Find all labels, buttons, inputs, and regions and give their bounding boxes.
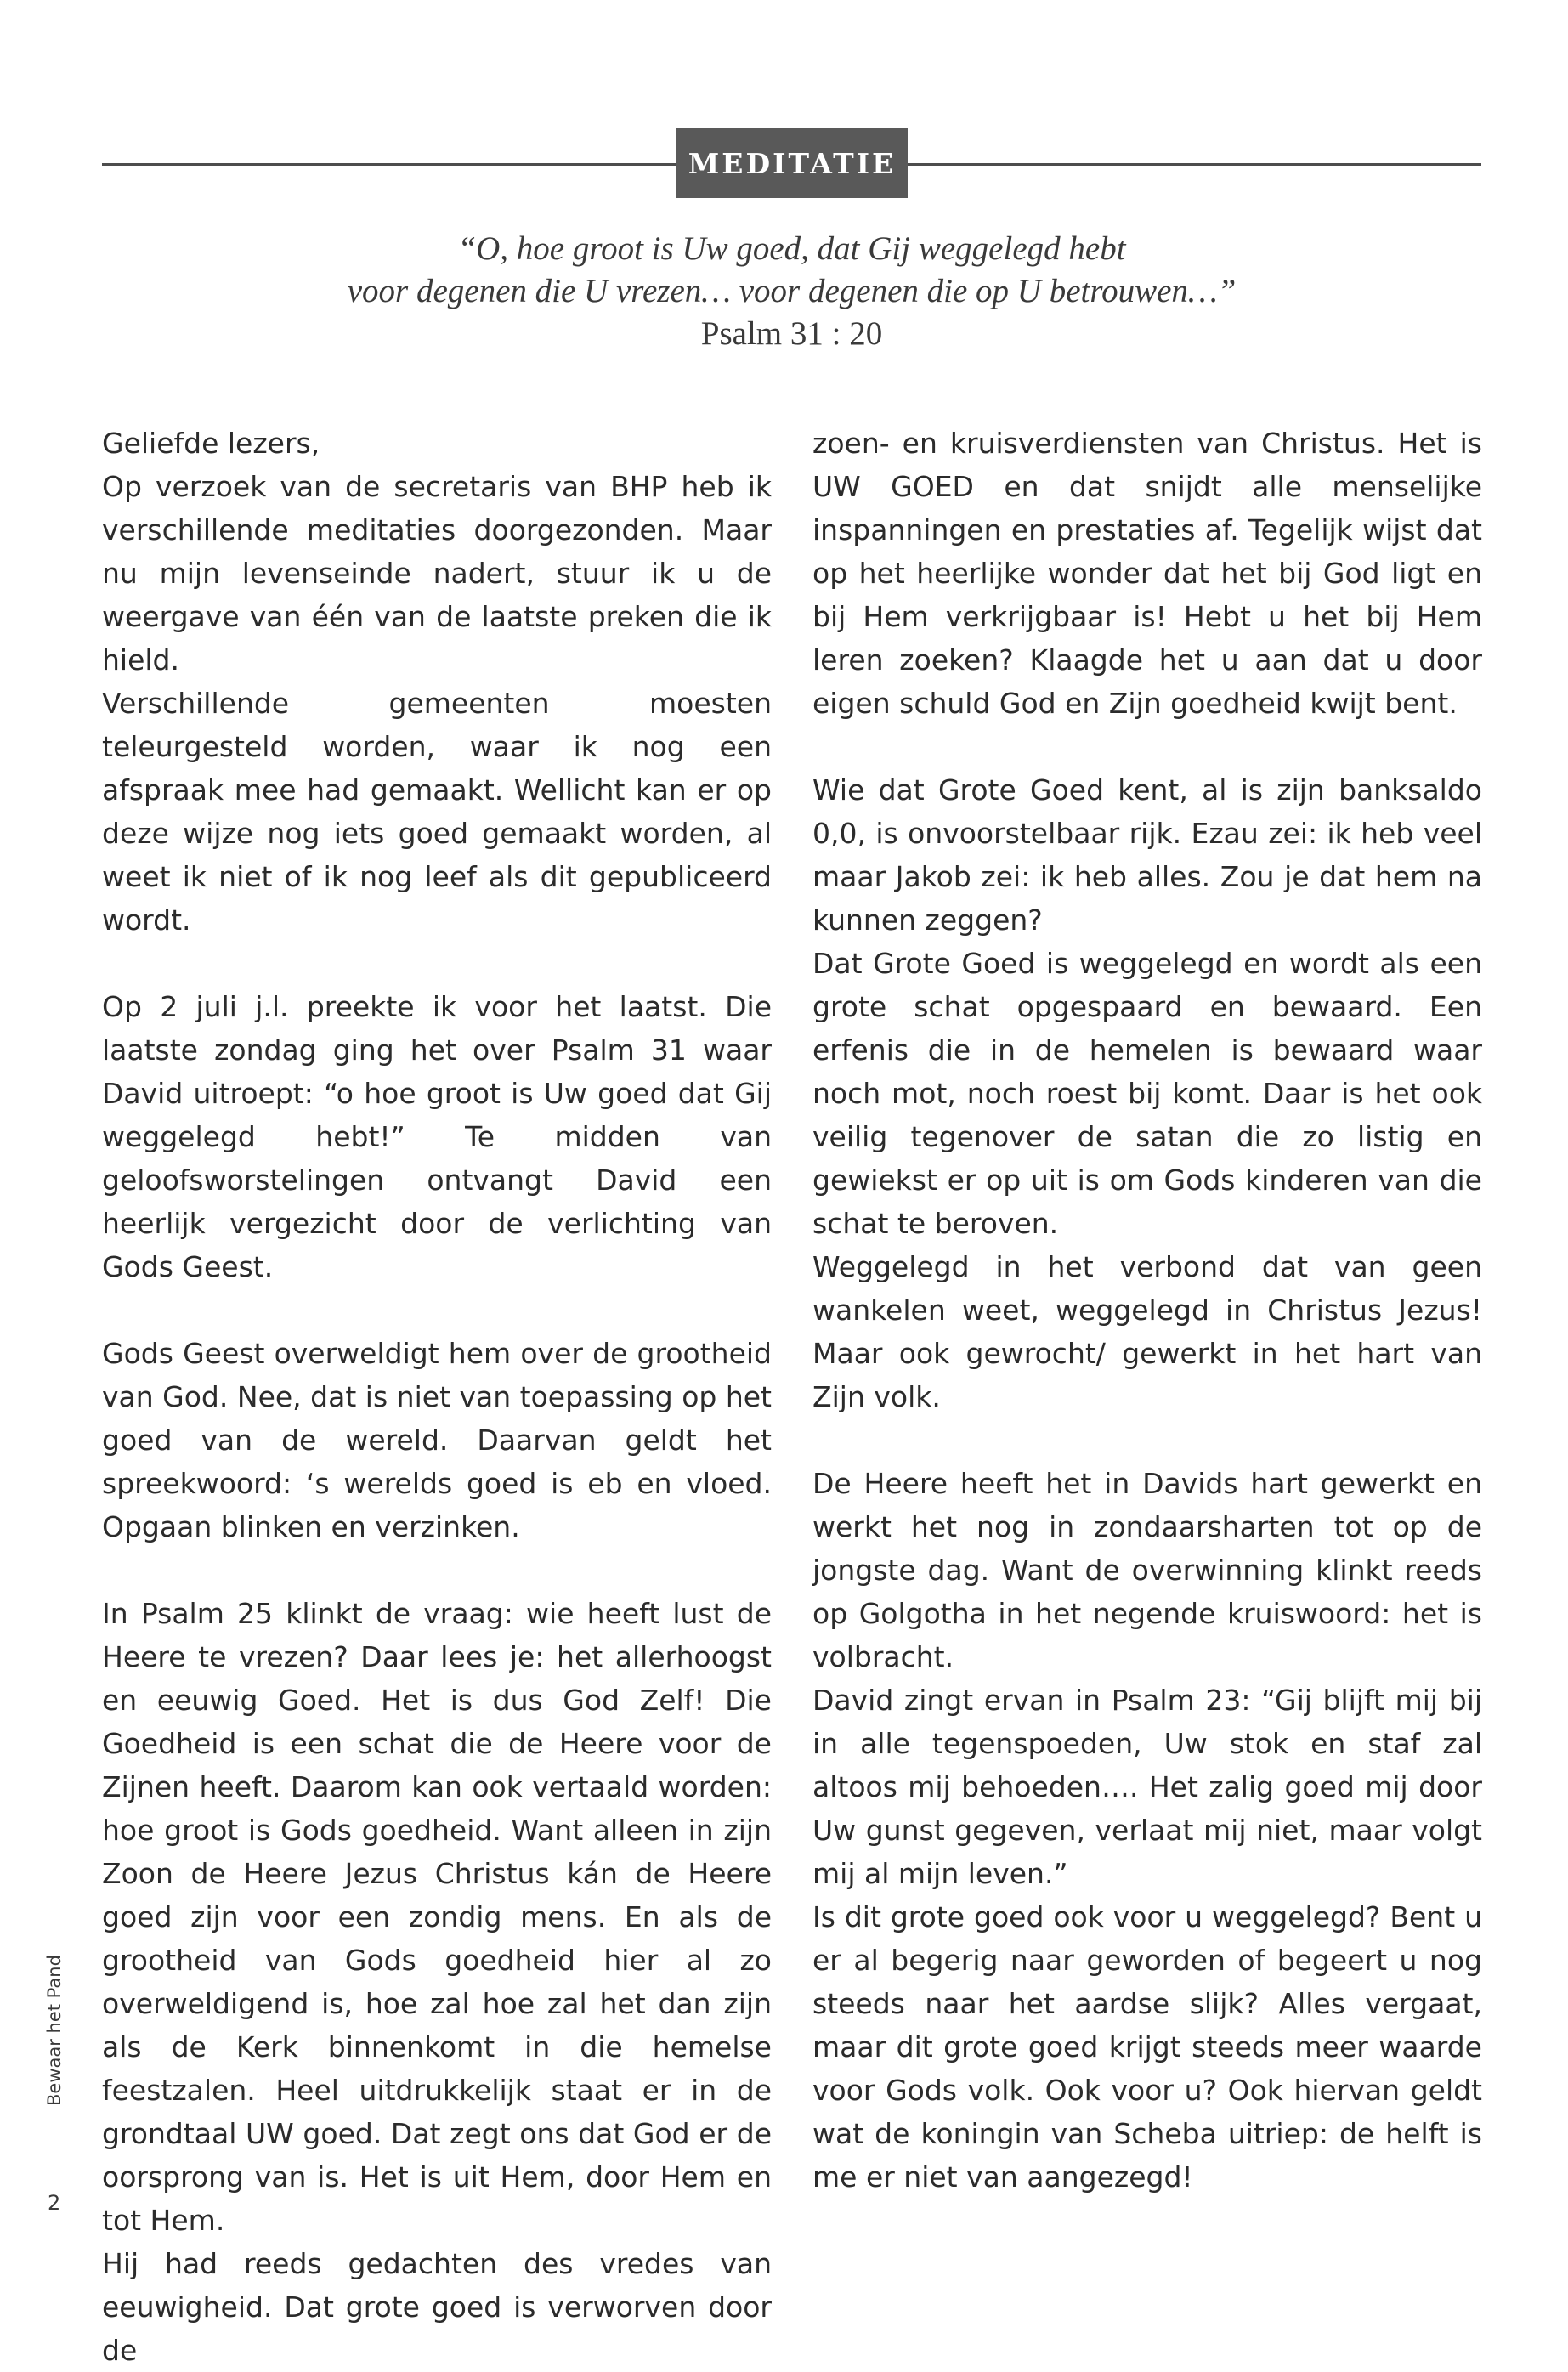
section-label: MEDITATIE: [676, 128, 908, 198]
paragraph: zoen- en kruisverdiensten van Christus. Het is UW GOED en dat snijdt alle menselijke inspanningen en prestaties af. Tegelijk wijst dat op het heerlijke wonder dat het bij God ligt en bij Hem verkrijgbaar is! Hebt u het bij Hem leren zoeken? Klaagde het u aan dat u door eigen schuld God en Zijn goedheid kwijt bent.: [812, 427, 1482, 720]
paragraph: Gods Geest overweldigt hem over de grootheid van God. Nee, dat is niet van toepassing op het goed van de wereld. Daarvan geldt het spreekwoord: ‘s werelds goed is eb en vloed. Opgaan blinken en verzinken.: [102, 1337, 772, 1543]
header-rule-right: [908, 163, 1481, 166]
quote-line-2: voor degenen die U vrezen… voor degenen die op U betrouwen…”: [347, 273, 1237, 309]
paragraph: Is dit grote goed ook voor u weggelegd? Bent u er al begerig naar geworden of begeert u nog steeds naar het aardse slijk? Alles vergaat, maar dit grote goed krijgt steeds meer waarde voor Gods volk. Ook voor u? Ook hiervan geldt wat de koningin van Scheba uitriep: de helft is me er niet van aangezegd!: [812, 1900, 1482, 2194]
page-number: 2: [48, 2191, 61, 2215]
article-column-left: [102, 422, 772, 2372]
header-rule-left: [102, 163, 676, 166]
paragraph: Op verzoek van de secretaris van BHP heb ik verschillende meditaties doorgezonden. Maar nu mijn levenseinde nadert, stuur ik u de weergave van één van de laatste preken die ik hield.: [102, 470, 772, 677]
quote-line-1: “O, hoe groot is Uw goed, dat Gij weggelegd hebt: [457, 230, 1126, 267]
paragraph: Hij had reeds gedachten des vredes van eeuwigheid. Dat grote goed is verworven door de: [102, 2247, 772, 2367]
publication-name: Bewaar het Pand: [44, 1955, 65, 2106]
paragraph: Dat Grote Goed is weggelegd en wordt als een grote schat opgespaard en bewaard. Een erfenis die in de hemelen is bewaard waar noch mot, noch roest bij komt. Daar is het ook veilig tegenover de satan die zo listig en gewiekst er op uit is om Gods kinderen van die schat te beroven.: [812, 947, 1482, 1240]
paragraph: Weggelegd in het verbond dat van geen wankelen weet, weggelegd in Christus Jezus! Maar ook gewrocht/ gewerkt in het hart van Zijn volk.: [812, 1250, 1482, 1413]
paragraph: Op 2 juli j.l. preekte ik voor het laatst. Die laatste zondag ging het over Psalm 31 waar David uitroept: “o hoe groot is Uw goed dat Gij weggelegd hebt!” Te midden van geloofsworstelingen ontvangt David een heerlijk vergezicht door de verlichting van Gods Geest.: [102, 990, 772, 1283]
paragraph: Wie dat Grote Goed kent, al is zijn banksaldo 0,0, is onvoorstelbaar rijk. Ezau zei: ik heb veel maar Jakob zei: ik heb alles. Zou je dat hem na kunnen zeggen?: [812, 773, 1482, 937]
paragraph: In Psalm 25 klinkt de vraag: wie heeft lust de Heere te vrezen? Daar lees je: het allerhoogst en eeuwig Goed. Het is dus God Zelf! Die Goedheid is een schat die de Heere voor de Zijnen heeft. Daarom kan ook vertaald worden: hoe groot is Gods goedheid. Want alleen in zijn Zoon de Heere Jezus Christus kán de Heere goed zijn voor een zondig mens. En als de grootheid van Gods goedheid hier al zo overweldigend is, hoe zal hoe zal het dan zijn als de Kerk binnenkomt in die hemelse feestzalen. Heel uitdrukkelijk staat er in de grondtaal UW goed. Dat zegt ons dat God er de oorsprong van is. Het is uit Hem, door Hem en tot Hem.: [102, 1597, 772, 2237]
article-column-right: [812, 422, 1482, 2199]
paragraph: De Heere heeft het in Davids hart gewerkt en werkt het nog in zondaarsharten tot op de jongste dag. Want de overwinning klinkt reeds op Golgotha in het negende kruiswoord: het is volbracht.: [812, 1467, 1482, 1673]
scripture-quote: [102, 228, 1481, 355]
paragraph: David zingt ervan in Psalm 23: “Gij blijft mij bij in alle tegenspoeden, Uw stok en staf zal altoos mij behoeden…. Het zalig goed mij door Uw gunst gegeven, verlaat mij niet, maar volgt mij al mijn leven.”: [812, 1684, 1482, 1890]
paragraph: Geliefde lezers,: [102, 427, 320, 460]
paragraph: Verschillende gemeenten moesten teleurgesteld worden, waar ik nog een afspraak mee had gemaakt. Wellicht kan er op deze wijze nog iets goed gemaakt worden, al weet ik niet of ik nog leef als dit gepubliceerd wordt.: [102, 687, 772, 937]
quote-reference: Psalm 31 : 20: [700, 315, 883, 352]
